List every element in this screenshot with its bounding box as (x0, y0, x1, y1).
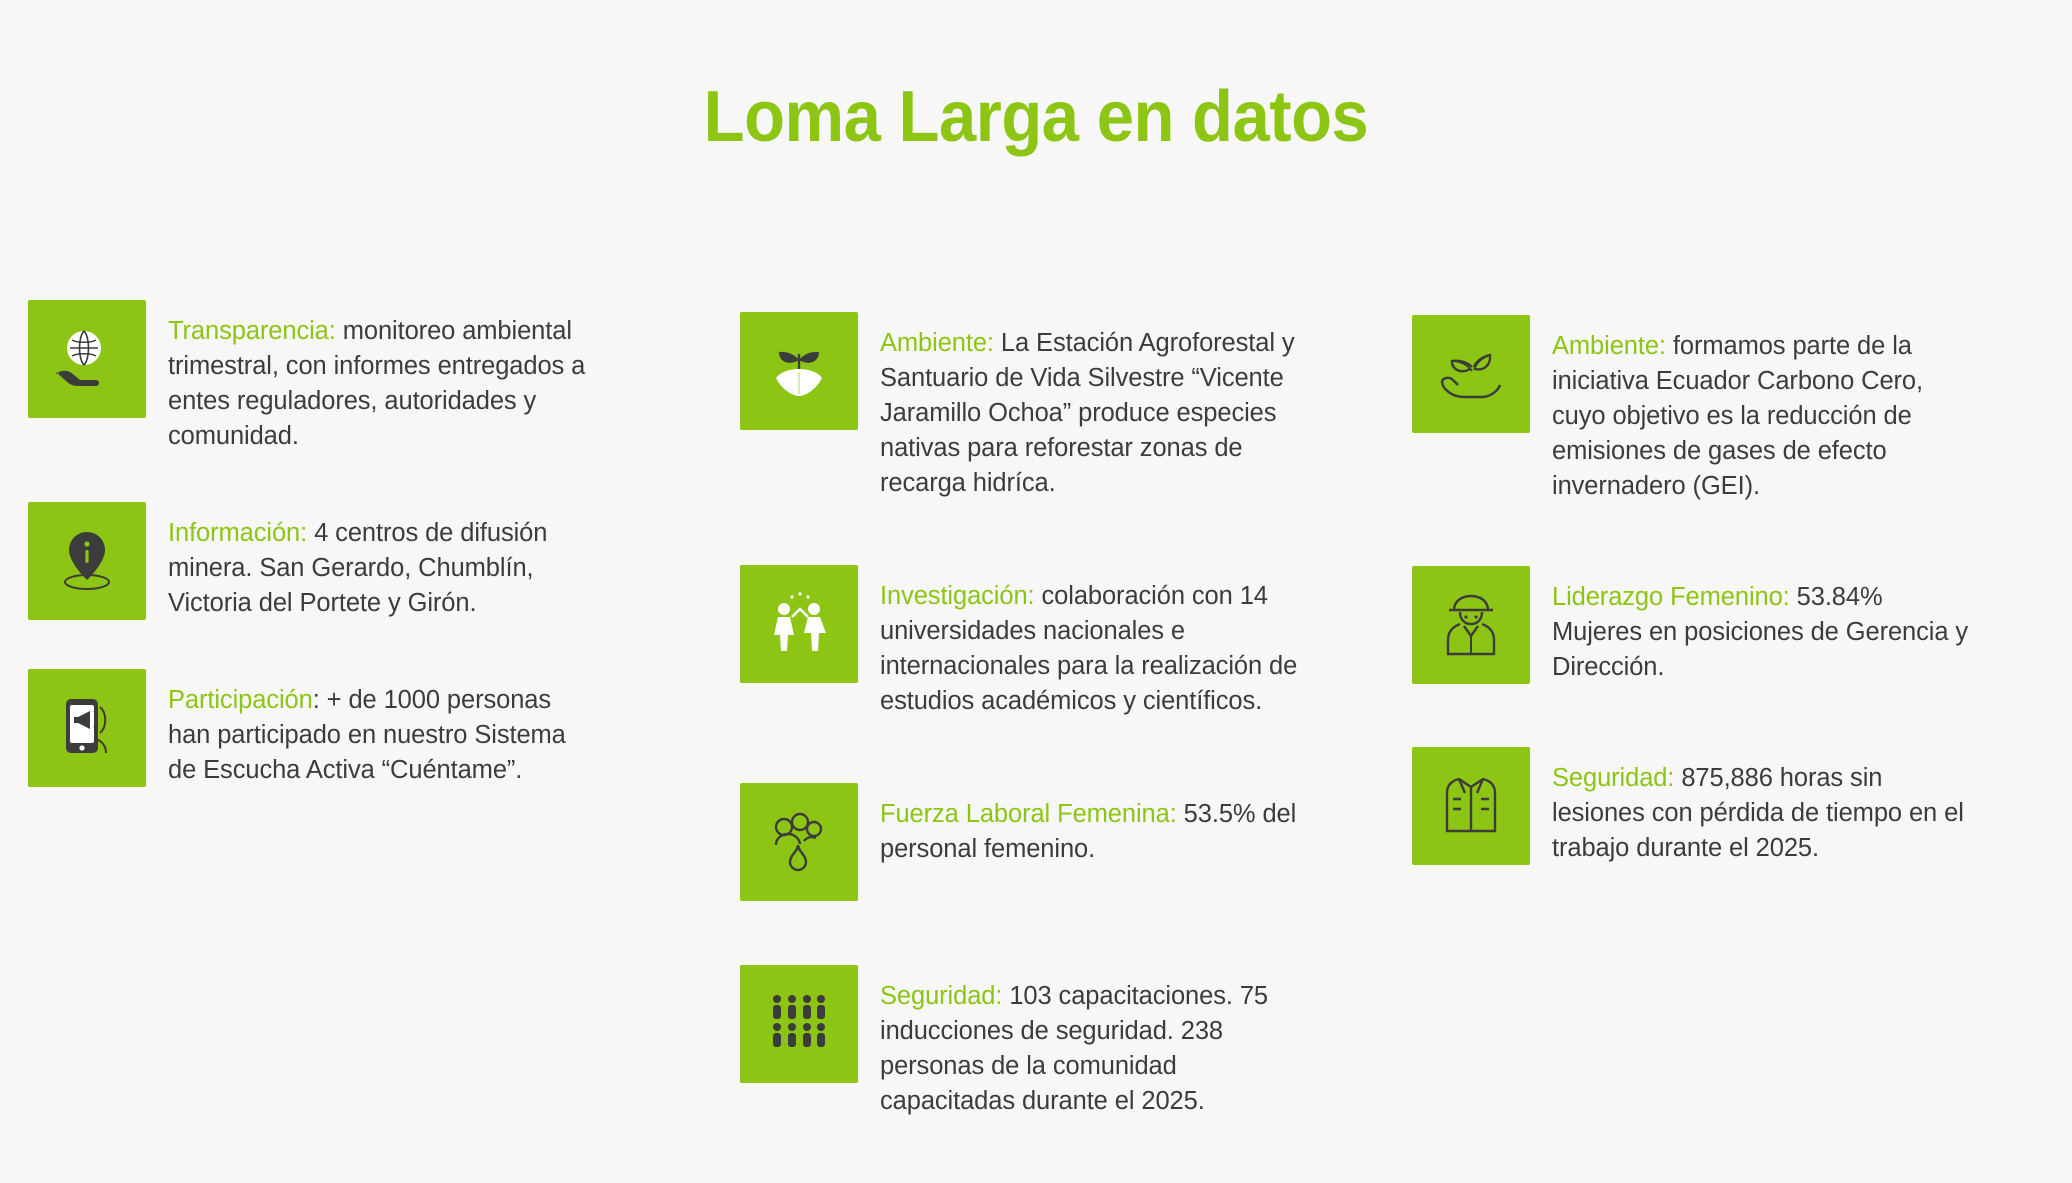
facts-column-1 (0, 300, 700, 836)
fact-body: 53.5% del personal femenino. (880, 800, 1297, 863)
fact-body: 53.84% Mujeres en posiciones de Gerencia y Dirección. (1552, 583, 1969, 681)
fact-text (1552, 747, 1972, 866)
fact-item (1412, 566, 2072, 685)
fact-label: Transparencia: (168, 317, 336, 345)
fact-item (1412, 747, 2072, 866)
fact-label: Liderazgo Femenino: (1552, 583, 1790, 611)
fact-label: Ambiente: (880, 329, 994, 357)
fact-label: Seguridad: (880, 982, 1003, 1010)
female-worker-helmet-icon (1412, 566, 1530, 684)
fact-text (880, 312, 1310, 501)
fact-label: Participación (168, 686, 313, 714)
safety-vest-icon (1412, 747, 1530, 865)
fact-body: 875,886 horas sin lesiones con pérdida de tiempo en el trabajo durante el 2025. (1552, 764, 1964, 862)
fact-label: Seguridad: (1552, 764, 1675, 792)
fact-text (880, 783, 1310, 867)
fact-body: 103 capacitaciones. 75 inducciones de seguridad. 238 personas de la comunidad capacitadas durante el 2025. (880, 982, 1268, 1115)
fact-text (168, 669, 588, 788)
fact-text (1552, 566, 1972, 685)
page-title: Loma Larga en datos (703, 77, 1369, 157)
fact-text (1552, 315, 1972, 504)
hand-holding-globe-icon (28, 300, 146, 418)
fact-body: formamos parte de la iniciativa Ecuador Carbono Cero, cuyo objetivo es la reducción de emisiones de gases de efecto invernadero (GEI). (1552, 332, 1923, 500)
fact-item (740, 783, 1400, 901)
mobile-megaphone-icon (28, 669, 146, 787)
fact-item (28, 300, 700, 454)
fact-body: colaboración con 14 universidades nacionales e internacionales para la realización de estudios académicos y científicos. (880, 582, 1298, 715)
group-people-grid-icon (740, 965, 858, 1083)
fact-label: Investigación: (880, 582, 1035, 610)
facts-columns (0, 300, 2072, 1183)
fact-label: Información: (168, 519, 308, 547)
map-pin-info-icon (28, 502, 146, 620)
fact-body: monitoreo ambiental trimestral, con informes entregados a entes reguladores, autoridades y comunidad. (168, 317, 586, 450)
fact-body: La Estación Agroforestal y Santuario de Vida Silvestre “Vicente Jaramillo Ochoa” produce especies nativas para reforestar zonas de recarga hidríca. (880, 329, 1295, 497)
seedling-hands-icon (740, 312, 858, 430)
fact-text (880, 565, 1310, 719)
fact-label: Fuerza Laboral Femenina: (880, 800, 1177, 828)
fact-item (740, 565, 1400, 719)
female-workforce-icon (740, 783, 858, 901)
fact-item (1412, 315, 2072, 504)
fact-label: Ambiente: (1552, 332, 1666, 360)
people-collaboration-icon (740, 565, 858, 683)
fact-text (168, 300, 588, 454)
fact-item (740, 312, 1400, 501)
fact-item (28, 669, 700, 788)
fact-text (880, 965, 1310, 1119)
fact-text (168, 502, 588, 621)
fact-item (740, 965, 1400, 1119)
facts-column-3 (1400, 315, 2072, 928)
hand-leaf-icon (1412, 315, 1530, 433)
fact-item (28, 502, 700, 621)
fact-body: 4 centros de difusión minera. San Gerardo, Chumblín, Victoria del Portete y Girón. (168, 519, 548, 617)
facts-column-2 (700, 312, 1400, 1183)
fact-body: : + de 1000 personas han participado en nuestro Sistema de Escucha Activa “Cuéntame”. (168, 686, 566, 784)
